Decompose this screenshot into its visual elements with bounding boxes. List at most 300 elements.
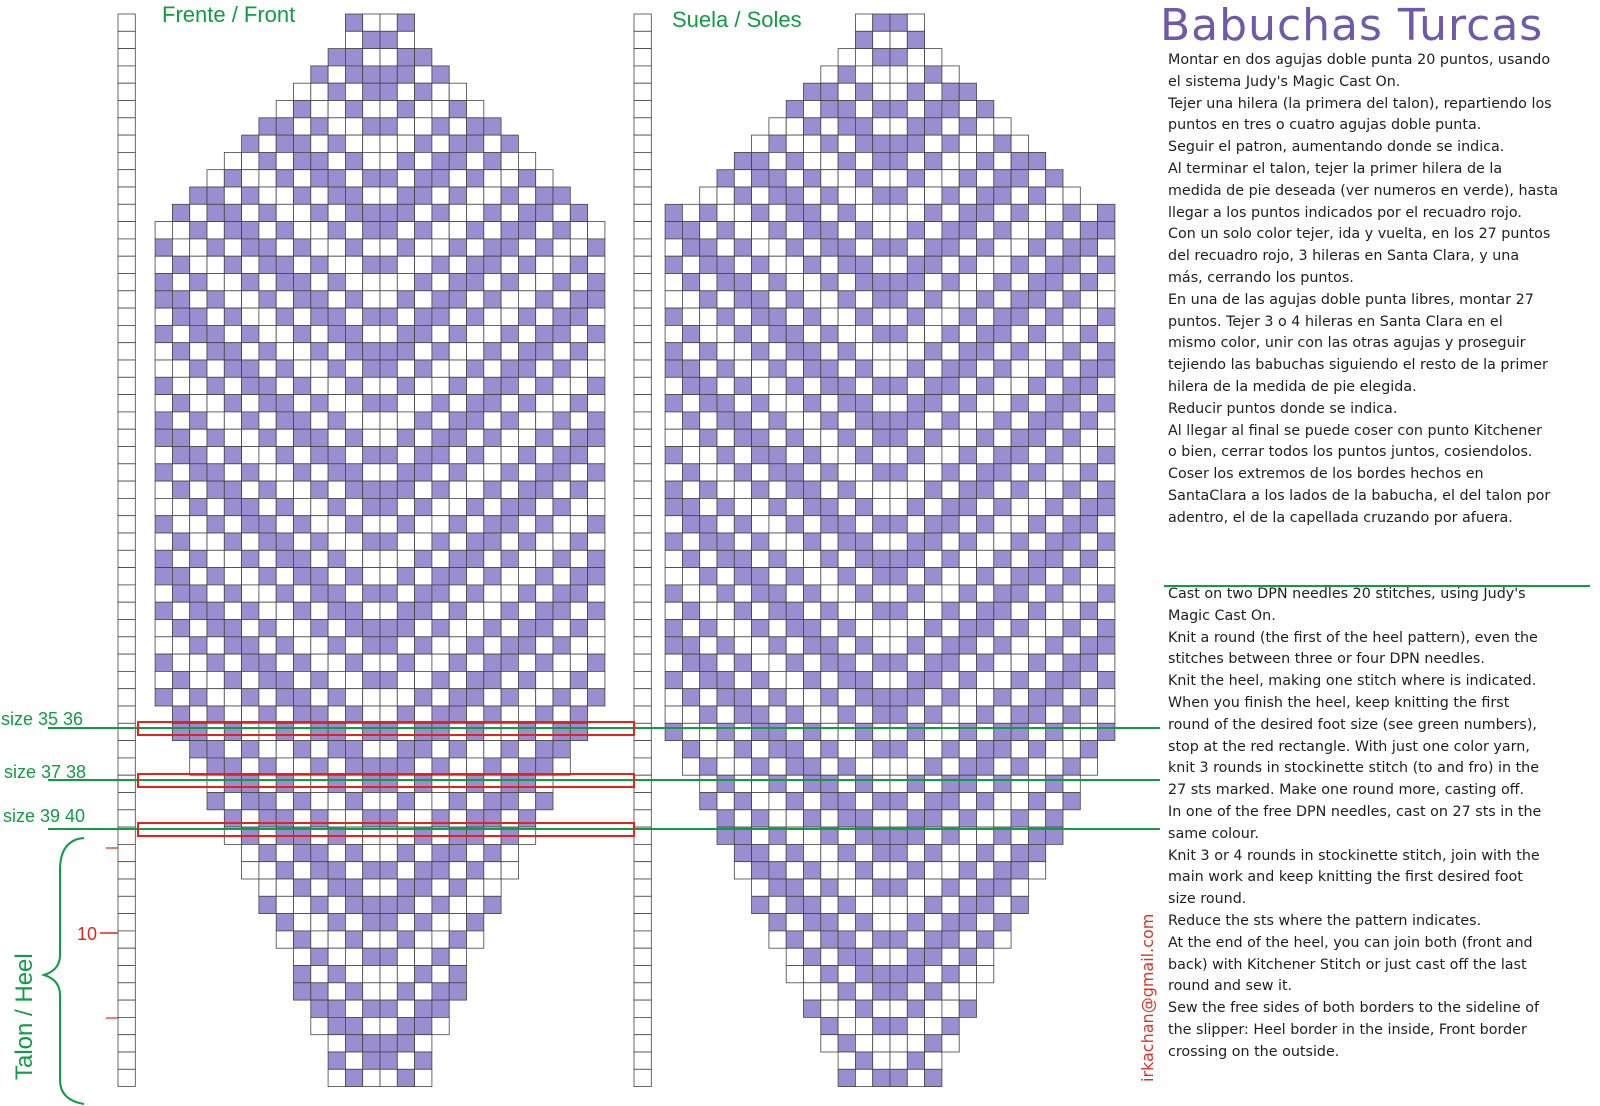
- stitch-cell: [380, 256, 397, 273]
- stitch-cell: [345, 741, 362, 758]
- stitch-cell: [821, 101, 838, 118]
- stitch-cell: [1080, 550, 1097, 567]
- stitch-cell: [977, 222, 994, 239]
- stitch-cell: [536, 395, 553, 412]
- stitch-cell: [925, 741, 942, 758]
- instruction-line: At the end of the heel, you can join both (front and: [1168, 934, 1533, 951]
- stitch-cell: [890, 948, 907, 965]
- stitch-cell: [838, 152, 855, 169]
- stitch-cell: [242, 395, 259, 412]
- stitch-cell: [501, 775, 518, 792]
- stitch-cell: [432, 948, 449, 965]
- front-chart-grid: [118, 14, 605, 1087]
- stitch-cell: [363, 325, 380, 342]
- stitch-cell: [501, 585, 518, 602]
- stitch-cell: [977, 914, 994, 931]
- stitch-cell: [294, 775, 311, 792]
- stitch-cell: [207, 481, 224, 498]
- stitch-cell: [682, 637, 699, 654]
- stitch-cell: [276, 914, 293, 931]
- stitch-cell: [449, 447, 466, 464]
- stitch-cell: [786, 844, 803, 861]
- stitch-cell: [786, 395, 803, 412]
- stitch-cell: [1080, 360, 1097, 377]
- stitch-cell: [804, 118, 821, 135]
- stitch-cell: [345, 948, 362, 965]
- stitch-cell: [536, 550, 553, 567]
- stitch-cell: [380, 550, 397, 567]
- stitch-cell: [925, 654, 942, 671]
- stitch-cell: [942, 585, 959, 602]
- instruction-line: round and sew it.: [1168, 978, 1293, 995]
- stitch-cell: [311, 758, 328, 775]
- stitch-cell: [259, 291, 276, 308]
- stitch-cell: [855, 464, 872, 481]
- stitch-cell: [172, 516, 189, 533]
- stitch-cell: [449, 585, 466, 602]
- stitch-cell: [890, 1052, 907, 1069]
- stitch-cell: [172, 550, 189, 567]
- stitch-cell: [1028, 498, 1045, 515]
- stitch-cell: [207, 550, 224, 567]
- stitch-cell: [855, 170, 872, 187]
- border-cell: [118, 308, 135, 325]
- stitch-cell: [907, 498, 924, 515]
- stitch-cell: [172, 602, 189, 619]
- stitch-cell: [397, 896, 414, 913]
- stitch-cell: [786, 533, 803, 550]
- stitch-cell: [380, 239, 397, 256]
- stitch-cell: [1028, 585, 1045, 602]
- stitch-cell: [855, 879, 872, 896]
- stitch-cell: [449, 498, 466, 515]
- stitch-cell: [855, 187, 872, 204]
- stitch-cell: [224, 637, 241, 654]
- stitch-cell: [838, 550, 855, 567]
- stitch-cell: [890, 758, 907, 775]
- stitch-cell: [804, 1000, 821, 1017]
- stitch-cell: [752, 602, 769, 619]
- stitch-cell: [890, 914, 907, 931]
- stitch-cell: [752, 775, 769, 792]
- stitch-cell: [449, 879, 466, 896]
- stitch-cell: [752, 360, 769, 377]
- stitch-cell: [1046, 689, 1063, 706]
- stitch-cell: [925, 49, 942, 66]
- stitch-cell: [752, 204, 769, 221]
- stitch-cell: [1011, 377, 1028, 394]
- stitch-cell: [380, 1069, 397, 1086]
- stitch-cell: [1011, 291, 1028, 308]
- stitch-cell: [821, 741, 838, 758]
- stitch-cell: [155, 447, 172, 464]
- stitch-cell: [665, 706, 682, 723]
- stitch-cell: [1080, 308, 1097, 325]
- stitch-cell: [224, 516, 241, 533]
- border-cell: [634, 395, 651, 412]
- stitch-cell: [925, 914, 942, 931]
- stitch-cell: [1046, 256, 1063, 273]
- instruction-line: When you finish the heel, keep knitting the first: [1168, 694, 1510, 711]
- instruction-line: medida de pie deseada (ver numeros en verde), hasta: [1168, 182, 1559, 199]
- stitch-cell: [449, 83, 466, 100]
- stitch-cell: [363, 204, 380, 221]
- stitch-cell: [873, 239, 890, 256]
- stitch-cell: [345, 533, 362, 550]
- stitch-cell: [380, 481, 397, 498]
- stitch-cell: [821, 948, 838, 965]
- stitch-cell: [925, 66, 942, 83]
- stitch-cell: [311, 429, 328, 446]
- stitch-cell: [1046, 516, 1063, 533]
- stitch-cell: [553, 395, 570, 412]
- stitch-cell: [1098, 412, 1115, 429]
- stitch-cell: [682, 498, 699, 515]
- stitch-cell: [1063, 447, 1080, 464]
- stitch-cell: [769, 550, 786, 567]
- stitch-cell: [294, 170, 311, 187]
- border-cell: [118, 1069, 135, 1086]
- stitch-cell: [890, 498, 907, 515]
- stitch-cell: [977, 931, 994, 948]
- stitch-cell: [838, 810, 855, 827]
- border-cell: [118, 256, 135, 273]
- stitch-cell: [734, 775, 751, 792]
- stitch-cell: [977, 481, 994, 498]
- stitch-cell: [821, 308, 838, 325]
- stitch-cell: [665, 516, 682, 533]
- stitch-cell: [977, 550, 994, 567]
- stitch-cell: [890, 550, 907, 567]
- stitch-cell: [752, 550, 769, 567]
- stitch-cell: [1063, 239, 1080, 256]
- stitch-cell: [553, 498, 570, 515]
- stitch-cell: [907, 170, 924, 187]
- stitch-cell: [942, 533, 959, 550]
- stitch-cell: [752, 810, 769, 827]
- stitch-cell: [942, 637, 959, 654]
- stitch-cell: [804, 152, 821, 169]
- stitch-cell: [1011, 723, 1028, 740]
- stitch-cell: [363, 585, 380, 602]
- stitch-cell: [224, 395, 241, 412]
- stitch-cell: [415, 377, 432, 394]
- stitch-cell: [553, 308, 570, 325]
- stitch-cell: [363, 948, 380, 965]
- stitch-cell: [311, 481, 328, 498]
- stitch-cell: [415, 101, 432, 118]
- stitch-cell: [855, 135, 872, 152]
- stitch-cell: [942, 810, 959, 827]
- instruction-line: Con un solo color tejer, ida y vuelta, en los 27 puntos: [1168, 226, 1551, 243]
- stitch-cell: [1063, 274, 1080, 291]
- stitch-cell: [570, 222, 587, 239]
- stitch-cell: [873, 793, 890, 810]
- stitch-cell: [700, 741, 717, 758]
- stitch-cell: [397, 360, 414, 377]
- stitch-cell: [855, 1017, 872, 1034]
- stitch-cell: [172, 308, 189, 325]
- border-cell: [118, 862, 135, 879]
- stitch-cell: [553, 343, 570, 360]
- stitch-cell: [467, 844, 484, 861]
- stitch-cell: [397, 447, 414, 464]
- stitch-cell: [588, 498, 605, 515]
- stitch-cell: [994, 481, 1011, 498]
- stitch-cell: [665, 325, 682, 342]
- stitch-cell: [1080, 620, 1097, 637]
- stitch-cell: [242, 170, 259, 187]
- stitch-cell: [518, 447, 535, 464]
- stitch-cell: [536, 481, 553, 498]
- stitch-cell: [786, 204, 803, 221]
- stitch-cell: [363, 550, 380, 567]
- stitch-cell: [467, 377, 484, 394]
- stitch-cell: [415, 983, 432, 1000]
- stitch-cell: [907, 274, 924, 291]
- stitch-cell: [700, 481, 717, 498]
- stitch-cell: [786, 879, 803, 896]
- stitch-cell: [172, 447, 189, 464]
- stitch-cell: [890, 101, 907, 118]
- stitch-cell: [518, 274, 535, 291]
- stitch-cell: [467, 775, 484, 792]
- stitch-cell: [449, 308, 466, 325]
- border-cell: [634, 118, 651, 135]
- stitch-cell: [432, 308, 449, 325]
- stitch-cell: [925, 83, 942, 100]
- stitch-cell: [501, 377, 518, 394]
- stitch-cell: [242, 412, 259, 429]
- stitch-cell: [907, 101, 924, 118]
- stitch-cell: [207, 585, 224, 602]
- stitch-cell: [363, 239, 380, 256]
- stitch-cell: [432, 187, 449, 204]
- border-cell: [118, 412, 135, 429]
- stitch-cell: [752, 135, 769, 152]
- stitch-cell: [959, 689, 976, 706]
- stitch-cell: [734, 706, 751, 723]
- stitch-cell: [1011, 671, 1028, 688]
- stitch-cell: [363, 516, 380, 533]
- stitch-cell: [890, 810, 907, 827]
- stitch-cell: [977, 239, 994, 256]
- stitch-cell: [1098, 447, 1115, 464]
- stitch-cell: [501, 862, 518, 879]
- border-cell: [118, 83, 135, 100]
- stitch-cell: [786, 343, 803, 360]
- stitch-cell: [873, 931, 890, 948]
- stitch-cell: [276, 550, 293, 567]
- stitch-cell: [873, 758, 890, 775]
- stitch-cell: [1011, 602, 1028, 619]
- stitch-cell: [959, 620, 976, 637]
- stitch-cell: [553, 602, 570, 619]
- border-cell: [634, 204, 651, 221]
- stitch-cell: [1011, 222, 1028, 239]
- stitch-cell: [155, 585, 172, 602]
- stitch-cell: [380, 879, 397, 896]
- stitch-cell: [311, 896, 328, 913]
- stitch-cell: [665, 620, 682, 637]
- stitch-cell: [311, 308, 328, 325]
- stitch-cell: [397, 498, 414, 515]
- stitch-cell: [838, 533, 855, 550]
- stitch-cell: [682, 671, 699, 688]
- size-label-37-38: size 37 38: [4, 762, 87, 782]
- stitch-cell: [311, 689, 328, 706]
- stitch-cell: [484, 239, 501, 256]
- stitch-cell: [276, 723, 293, 740]
- stitch-cell: [484, 723, 501, 740]
- stitch-cell: [588, 602, 605, 619]
- border-cell: [634, 498, 651, 515]
- stitch-cell: [994, 170, 1011, 187]
- stitch-cell: [259, 135, 276, 152]
- stitch-cell: [311, 516, 328, 533]
- stitch-cell: [432, 170, 449, 187]
- stitch-cell: [172, 222, 189, 239]
- stitch-cell: [959, 170, 976, 187]
- stitch-cell: [207, 395, 224, 412]
- stitch-cell: [821, 723, 838, 740]
- stitch-cell: [432, 412, 449, 429]
- stitch-cell: [311, 568, 328, 585]
- stitch-cell: [925, 793, 942, 810]
- stitch-cell: [855, 101, 872, 118]
- stitch-cell: [242, 464, 259, 481]
- stitch-cell: [397, 758, 414, 775]
- stitch-cell: [994, 931, 1011, 948]
- stitch-cell: [415, 412, 432, 429]
- stitch-cell: [432, 481, 449, 498]
- stitch-cell: [925, 498, 942, 515]
- stitch-cell: [1098, 654, 1115, 671]
- stitch-cell: [1028, 447, 1045, 464]
- stitch-cell: [907, 204, 924, 221]
- stitch-cell: [838, 879, 855, 896]
- stitch-cell: [501, 637, 518, 654]
- stitch-cell: [294, 118, 311, 135]
- stitch-cell: [276, 256, 293, 273]
- stitch-cell: [925, 533, 942, 550]
- stitch-cell: [1011, 360, 1028, 377]
- stitch-cell: [959, 1000, 976, 1017]
- stitch-cell: [734, 187, 751, 204]
- stitch-cell: [294, 602, 311, 619]
- stitch-cell: [207, 291, 224, 308]
- stitch-cell: [294, 844, 311, 861]
- stitch-cell: [752, 568, 769, 585]
- border-cell: [118, 291, 135, 308]
- stitch-cell: [311, 533, 328, 550]
- stitch-cell: [553, 516, 570, 533]
- stitch-cell: [484, 689, 501, 706]
- stitch-cell: [294, 360, 311, 377]
- stitch-cell: [734, 256, 751, 273]
- stitch-cell: [328, 1069, 345, 1086]
- stitch-cell: [752, 689, 769, 706]
- border-cell: [118, 568, 135, 585]
- stitch-cell: [682, 360, 699, 377]
- stitch-cell: [311, 222, 328, 239]
- stitch-cell: [855, 412, 872, 429]
- stitch-cell: [1098, 516, 1115, 533]
- stitch-cell: [553, 481, 570, 498]
- stitch-cell: [155, 689, 172, 706]
- stitch-cell: [432, 239, 449, 256]
- stitch-cell: [942, 568, 959, 585]
- stitch-cell: [536, 239, 553, 256]
- stitch-cell: [994, 879, 1011, 896]
- stitch-cell: [907, 706, 924, 723]
- stitch-cell: [717, 602, 734, 619]
- stitch-cell: [977, 170, 994, 187]
- stitch-cell: [700, 360, 717, 377]
- stitch-cell: [1011, 741, 1028, 758]
- stitch-cell: [994, 118, 1011, 135]
- stitch-cell: [397, 706, 414, 723]
- stitch-cell: [1046, 291, 1063, 308]
- stitch-cell: [467, 360, 484, 377]
- stitch-cell: [925, 274, 942, 291]
- stitch-cell: [467, 498, 484, 515]
- stitch-cell: [925, 775, 942, 792]
- border-cell: [118, 914, 135, 931]
- stitch-cell: [890, 706, 907, 723]
- stitch-cell: [959, 481, 976, 498]
- stitch-cell: [190, 516, 207, 533]
- stitch-cell: [224, 377, 241, 394]
- stitch-cell: [311, 66, 328, 83]
- stitch-cell: [1098, 222, 1115, 239]
- stitch-cell: [700, 585, 717, 602]
- instruction-line: Reducir puntos donde se indica.: [1168, 400, 1398, 417]
- stitch-cell: [838, 429, 855, 446]
- stitch-cell: [838, 1069, 855, 1086]
- stitch-cell: [345, 689, 362, 706]
- border-cell: [118, 1035, 135, 1052]
- stitch-cell: [769, 152, 786, 169]
- stitch-cell: [752, 620, 769, 637]
- stitch-cell: [553, 429, 570, 446]
- stitch-cell: [328, 464, 345, 481]
- stitch-cell: [907, 533, 924, 550]
- stitch-cell: [925, 844, 942, 861]
- stitch-cell: [1080, 585, 1097, 602]
- stitch-cell: [224, 568, 241, 585]
- stitch-cell: [838, 637, 855, 654]
- stitch-cell: [467, 447, 484, 464]
- stitch-cell: [977, 671, 994, 688]
- stitch-cell: [380, 914, 397, 931]
- stitch-cell: [907, 1052, 924, 1069]
- stitch-cell: [415, 498, 432, 515]
- stitch-cell: [363, 741, 380, 758]
- stitch-cell: [190, 187, 207, 204]
- stitch-cell: [553, 568, 570, 585]
- stitch-cell: [1011, 325, 1028, 342]
- stitch-cell: [890, 689, 907, 706]
- stitch-cell: [942, 741, 959, 758]
- stitch-cell: [873, 256, 890, 273]
- stitch-cell: [224, 222, 241, 239]
- stitch-cell: [518, 377, 535, 394]
- stitch-cell: [345, 550, 362, 567]
- stitch-cell: [873, 14, 890, 31]
- stitch-cell: [838, 706, 855, 723]
- stitch-cell: [855, 516, 872, 533]
